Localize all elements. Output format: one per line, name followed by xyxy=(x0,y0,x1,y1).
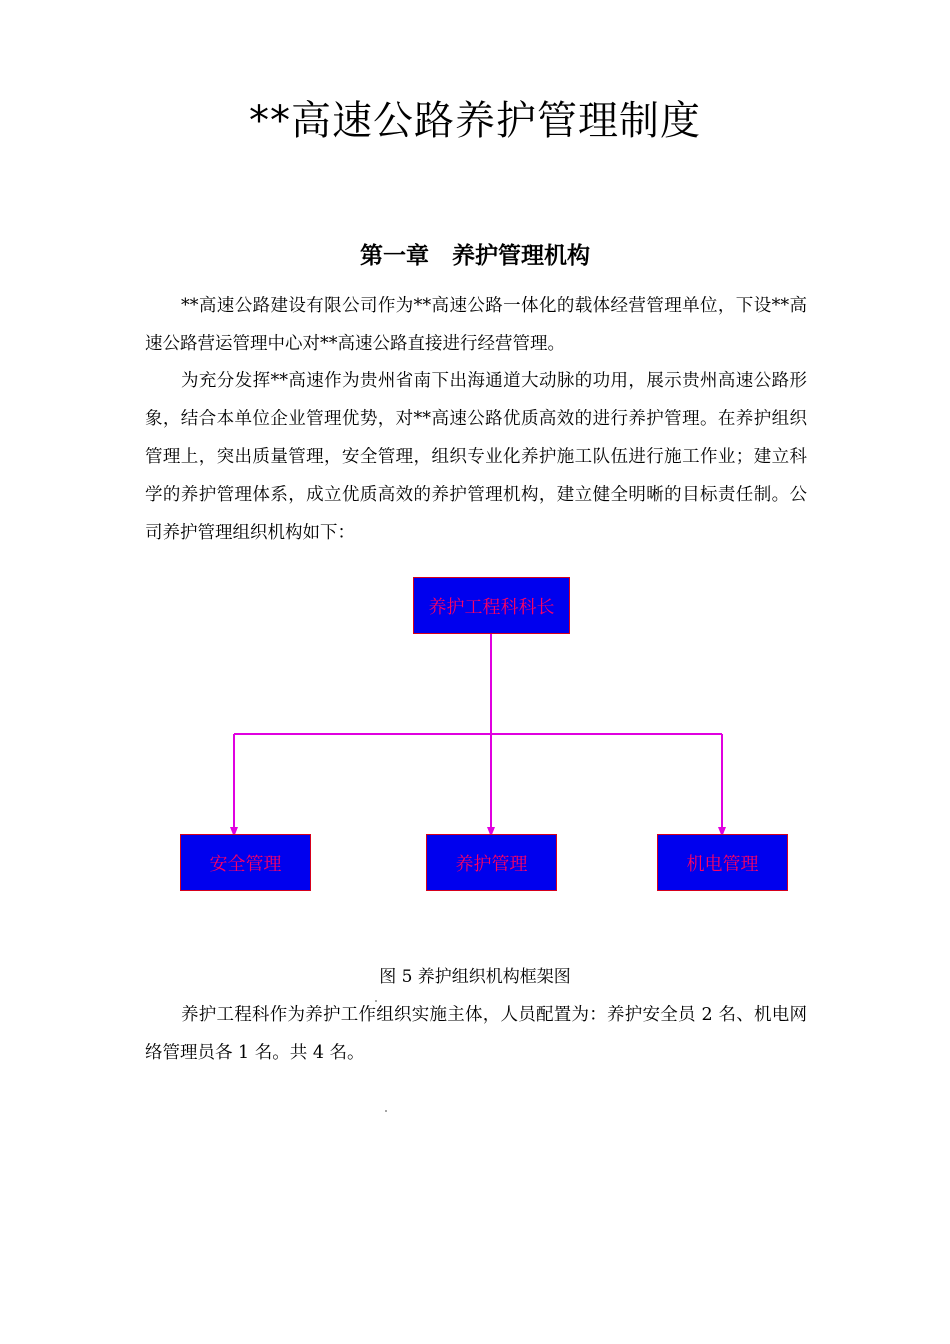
figure-caption: 图 5 养护组织机构框架图 xyxy=(379,967,571,987)
org-box-label: 机电管理 xyxy=(686,853,759,875)
org-chart xyxy=(0,560,950,920)
org-box-section-chief xyxy=(413,577,570,634)
paragraph-purpose: 为充分发挥**高速作为贵州省南下出海通道大动脉的功用，展示贵州高速公路形象，结合本单位企业管理优势，对**高速公路优质高效的进行养护管理。在养护组织管理上，突出质量管理，安全管理，组织专业化养护施工队伍进行施工作业；建立科学的养护管理体系，成立优质高效的养护管理机构，建立健全明晰的目标责任制。公司养护管理组织机构如下： xyxy=(145,371,807,543)
document-title: **高速公路养护管理制度 xyxy=(249,98,701,144)
org-box-electromechanical-management xyxy=(657,834,788,891)
chapter-title: 第一章 养护管理机构 xyxy=(360,243,590,269)
org-box-maintenance-management xyxy=(426,834,557,891)
org-box-safety-management xyxy=(180,834,311,891)
org-box-label: 安全管理 xyxy=(209,853,282,875)
org-box-label: 养护管理 xyxy=(455,853,528,875)
scan-artifact-dot xyxy=(385,1110,387,1112)
org-box-label: 养护工程科科长 xyxy=(428,596,555,618)
paragraph-staffing: 养护工程科作为养护工作组织实施主体，人员配置为：养护安全员 2 名、机电网络管理员各 1 名。共 4 名。 xyxy=(145,1005,807,1063)
paragraph-intro: **高速公路建设有限公司作为**高速公路一体化的载体经营管理单位，下设**高速公路营运管理中心对**高速公路直接进行经营管理。 xyxy=(145,296,807,354)
